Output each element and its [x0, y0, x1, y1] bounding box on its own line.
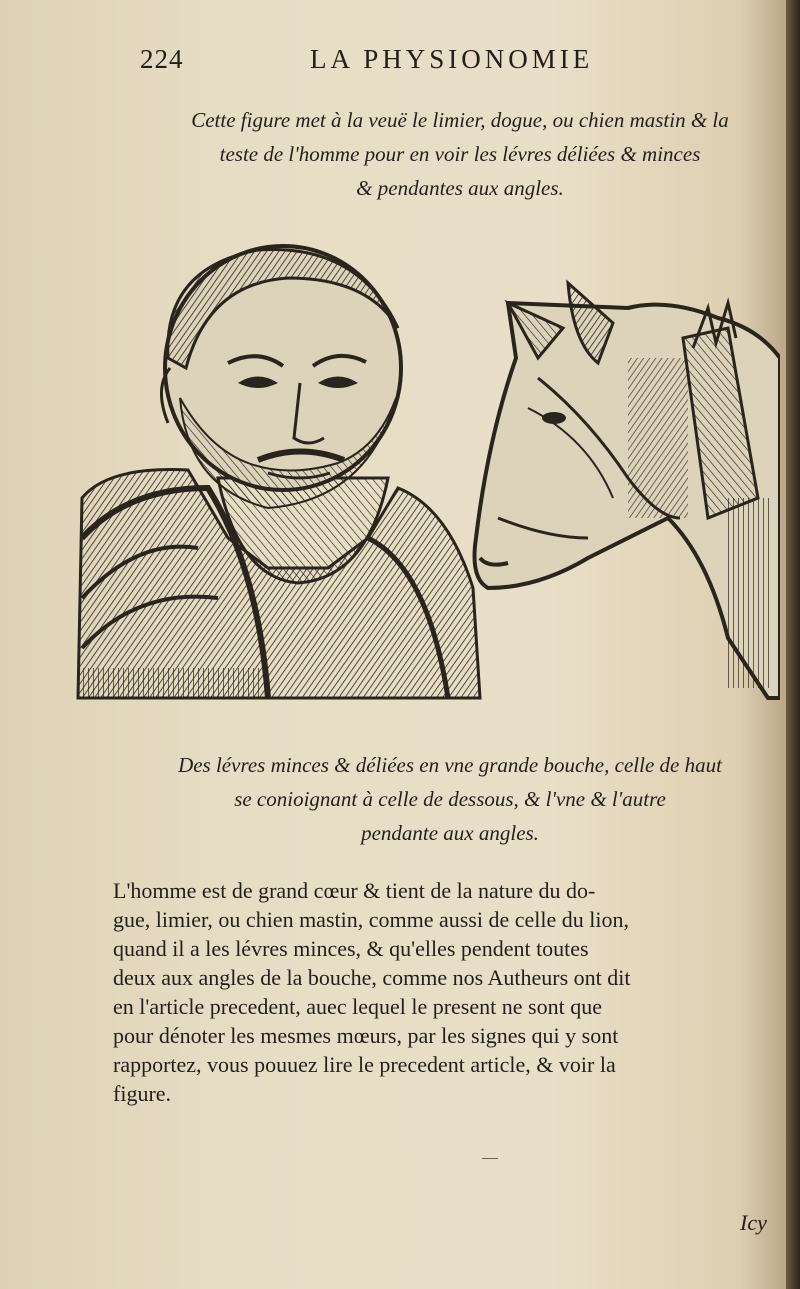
page-header	[140, 40, 670, 84]
body-line: figure.	[113, 1081, 172, 1106]
divider-dash	[482, 1158, 498, 1159]
body-line: pour dénoter les mesmes mœurs, par les signes qui y sont	[113, 1023, 619, 1048]
body-paragraph	[113, 876, 773, 1108]
body-line: en l'article precedent, auec lequel le present ne sont que	[113, 994, 602, 1019]
signature-mark: Icy	[740, 1210, 767, 1235]
book-spine-edge	[786, 0, 800, 1289]
page-number: 224	[140, 44, 184, 74]
caption-bottom-line: pendante aux angles.	[361, 821, 539, 845]
caption-bottom	[110, 748, 786, 850]
body-line: gue, limier, ou chien mastin, comme aussi de celle du lion,	[113, 907, 629, 932]
running-head: LA PHYSIONOMIE	[310, 44, 594, 74]
mastiff-dog-head	[475, 283, 781, 698]
caption-bottom-line: se conioignant à celle de dessous, & l'vne & l'autre	[234, 787, 666, 811]
woodcut-illustration	[68, 238, 780, 708]
caption-bottom-line: Des lévres minces & déliées en vne grande bouche, celle de haut	[178, 753, 722, 777]
man-portrait	[78, 246, 480, 698]
body-line: rapportez, vous pouuez lire le precedent article, & voir la	[113, 1052, 616, 1077]
caption-top	[130, 103, 786, 205]
body-line: quand il a les lévres minces, & qu'elles pendent toutes	[113, 936, 589, 961]
caption-top-line: teste de l'homme pour en voir les lévres déliées & minces	[219, 142, 701, 166]
caption-top-line: Cette figure met à la veuë le limier, dogue, ou chien mastin & la	[191, 108, 729, 132]
body-line: deux aux angles de la bouche, comme nos Autheurs ont dit	[113, 965, 631, 990]
caption-top-line: & pendantes aux angles.	[356, 176, 564, 200]
body-line: L'homme est de grand cœur & tient de la nature du do-	[113, 878, 596, 903]
